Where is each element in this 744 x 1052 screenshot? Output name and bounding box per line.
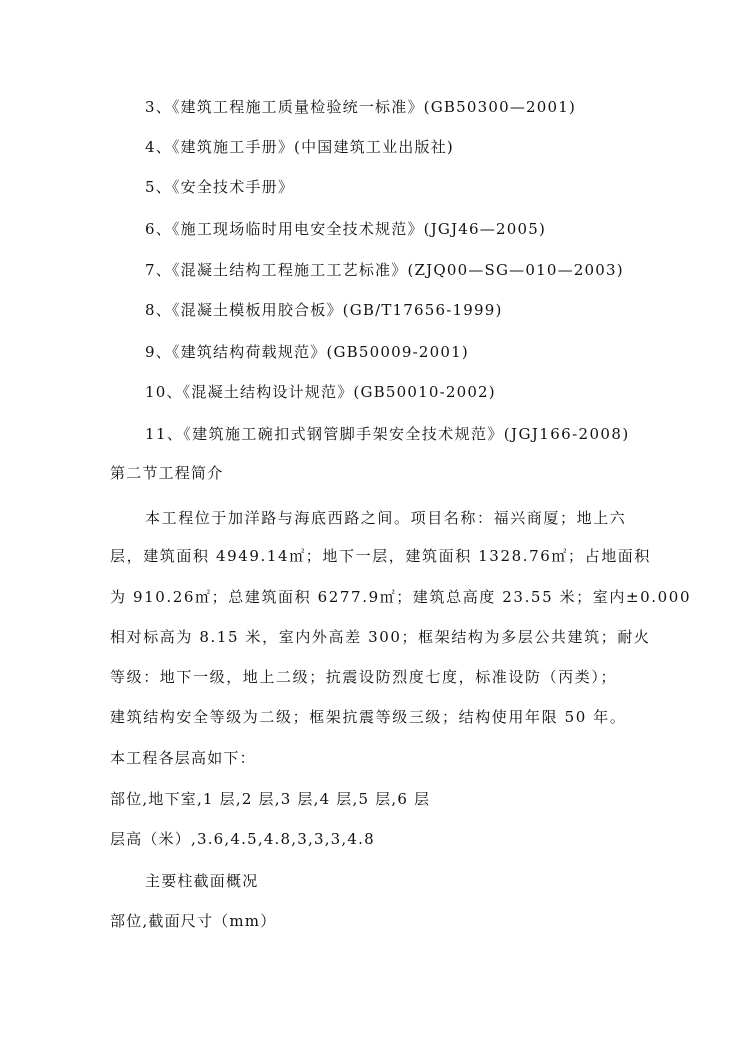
overview-paragraph-line: 等级：地下一级，地上二级；抗震设防烈度七度，标准设防（丙类）； [110,668,618,686]
reference-item-10: 10、《混凝土结构设计规范》(GB50010-2002) [145,383,496,401]
reference-item-7: 7、《混凝土结构工程施工工艺标准》(ZJQ00—SG—010—2003) [145,261,624,279]
floor-heights-intro: 本工程各层高如下： [110,749,256,767]
overview-paragraph-line: 本工程位于加洋路与海底西路之间。项目名称：福兴商厦；地上六 [145,509,627,527]
column-section-title: 主要柱截面概况 [145,872,259,890]
column-table-header-row: 部位,截面尺寸（mm） [110,912,277,930]
overview-paragraph-line: 建筑结构安全等级为二级；框架抗震等级三级；结构使用年限 50 年。 [110,708,627,726]
reference-item-4: 4、《建筑施工手册》(中国建筑工业出版社) [145,138,454,156]
overview-paragraph-line: 相对标高为 8.15 米，室内外高差 300；框架结构为多层公共建筑；耐火 [110,628,651,646]
overview-paragraph-line: 层，建筑面积 4949.14㎡；地下一层，建筑面积 1328.76㎡；占地面积 [110,547,651,565]
floor-table-heights-row: 层高（米）,3.6,4.5,4.8,3,3,3,4.8 [110,830,375,848]
reference-item-9: 9、《建筑结构荷载规范》(GB50009-2001) [145,343,469,361]
reference-item-3: 3、《建筑工程施工质量检验统一标准》(GB50300—2001) [145,98,577,116]
section-title: 第二节工程简介 [110,464,224,482]
floor-table-parts-row: 部位,地下室,1 层,2 层,3 层,4 层,5 层,6 层 [110,790,431,808]
reference-item-5: 5、《安全技术手册》 [145,178,295,196]
overview-paragraph-line: 为 910.26㎡；总建筑面积 6277.9㎡；建筑总高度 23.55 米；室内±0.000 [110,588,692,606]
reference-item-11: 11、《建筑施工碗扣式钢管脚手架安全技术规范》(JGJ166-2008) [145,425,630,443]
reference-item-8: 8、《混凝土模板用胶合板》(GB/T17656-1999) [145,301,503,319]
reference-item-6: 6、《施工现场临时用电安全技术规范》(JGJ46—2005) [145,220,547,238]
